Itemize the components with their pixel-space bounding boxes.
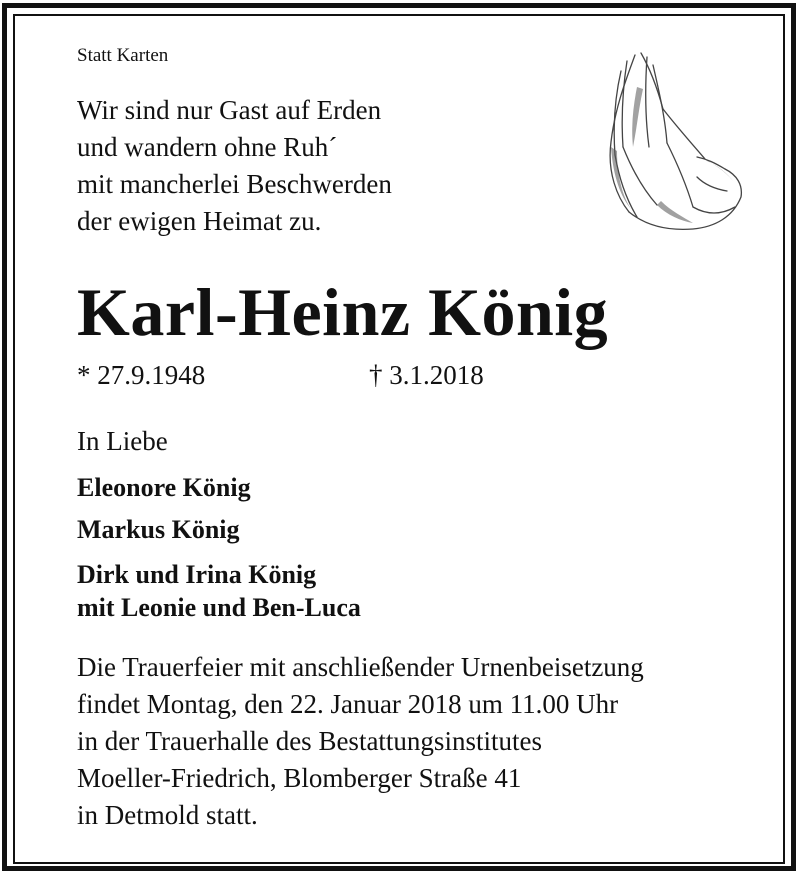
mourner-name: Markus König	[77, 515, 240, 544]
statt-karten-note: Statt Karten	[77, 45, 169, 66]
praying-hands-icon	[597, 47, 745, 233]
notice-line: Moeller-Friedrich, Blomberger Straße 41	[77, 763, 522, 793]
verse-line: der ewigen Heimat zu.	[77, 206, 322, 236]
mourner-name: mit Leonie und Ben-Luca	[77, 593, 361, 622]
verse-line: mit mancherlei Beschwerden	[77, 169, 392, 199]
death-date: † 3.1.2018	[369, 360, 484, 390]
mourners-intro: In Liebe	[77, 426, 168, 456]
deceased-name: Karl-Heinz König	[77, 274, 609, 350]
notice-line: in Detmold statt.	[77, 800, 258, 830]
notice-line: findet Montag, den 22. Januar 2018 um 11.00 Uhr	[77, 689, 619, 719]
notice-line: in der Trauerhalle des Bestattungsinstitutes	[77, 726, 542, 756]
mourner-name: Dirk und Irina König	[77, 560, 317, 589]
verse-line: und wandern ohne Ruh´	[77, 132, 338, 162]
mourner-name: Eleonore König	[77, 473, 251, 502]
notice-line: Die Trauerfeier mit anschließender Urnenbeisetzung	[77, 652, 644, 682]
birth-date: * 27.9.1948	[77, 360, 206, 390]
verse-line: Wir sind nur Gast auf Erden	[77, 95, 382, 125]
